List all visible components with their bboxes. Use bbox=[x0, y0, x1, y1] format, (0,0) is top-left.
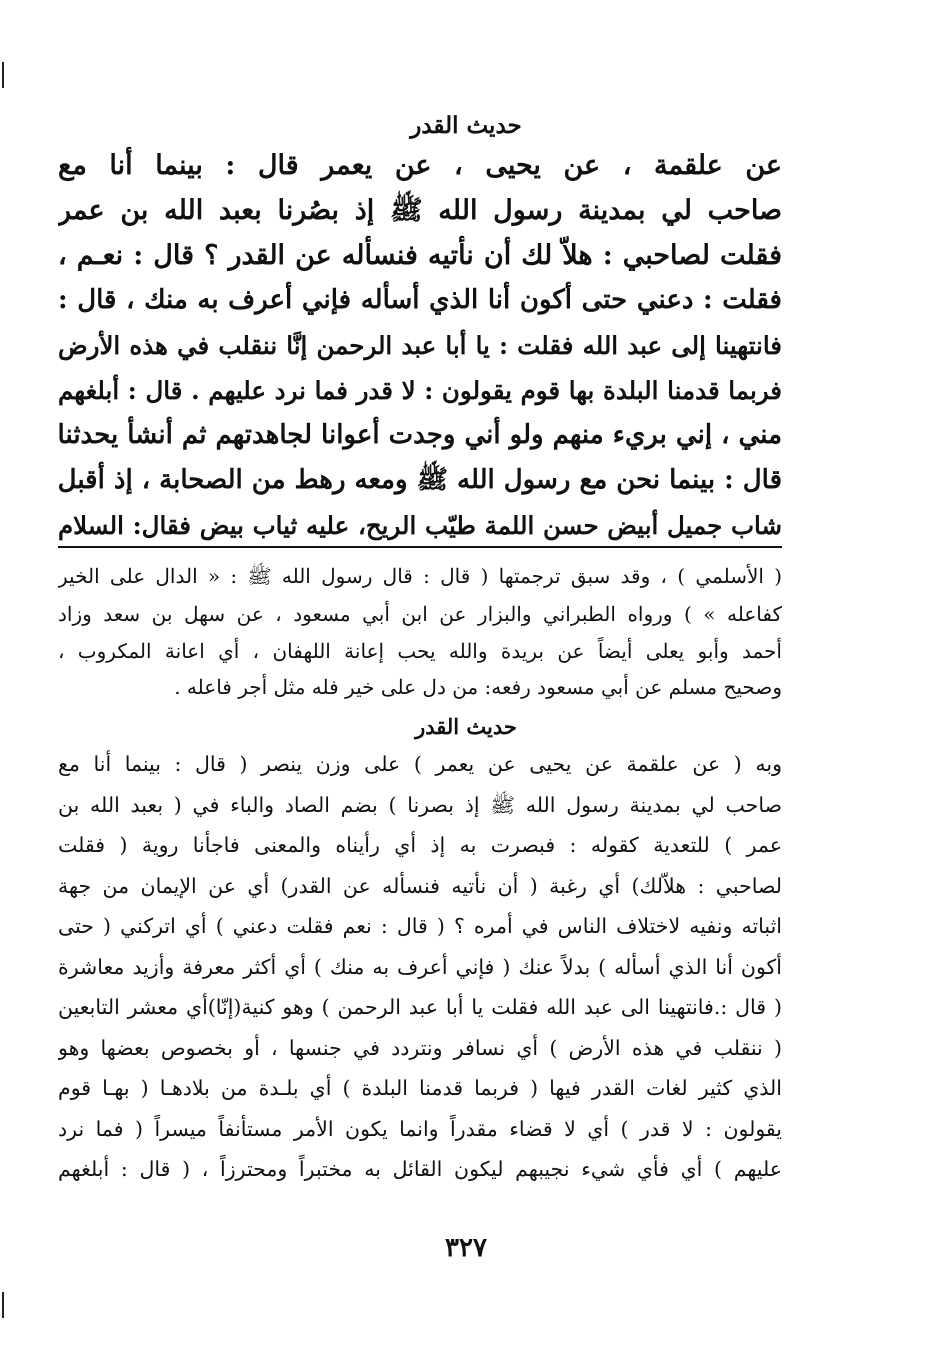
commentary-line: صاحب لي بمدينة رسول الله ﷺ إذ بصرنا ) بضم الصاد والباء في ( بعبد الله بن bbox=[58, 792, 782, 817]
main-title: حديث القدر bbox=[410, 112, 522, 139]
footnote-line: أحمد وأبو يعلى أيضاً عن بريدة والله يحب إعانة اللهفان ، أي اعانة المكروب ، bbox=[58, 639, 782, 663]
commentary-title: حديث القدر bbox=[415, 714, 517, 739]
footnote-line: وصحيح مسلم عن أبي مسعود رفعه: من دل على خير فله مثل أجر فاعله . bbox=[174, 674, 782, 699]
commentary-line: وبه ( عن علقمة عن يحيى عن يعمر ) على وزن ينصر ( قال : بينما أنا مع bbox=[58, 752, 782, 776]
commentary-line: عليهم ) أي فأي شيء نجيبهم ليكون القائل به مختبراً ومحترزاً ، ( قال : أبلغهم bbox=[58, 1157, 782, 1181]
footnote-line: كفاعله » ) ورواه الطبراني والبزار عن ابن أبي مسعود ، عن سهل بن سعد وزاد bbox=[58, 601, 782, 626]
page-number: ٣٢٧ bbox=[445, 1233, 487, 1263]
commentary-line: لصاحبي : هلاّلك) أي رغبة ( أن نأتيه فنسأله عن القدر) أي عن الإيمان من جهة bbox=[58, 873, 782, 898]
main-line: شاب جميل أبيض حسن اللمة طيّب الريح، عليه ثياب بيض فقال: السلام bbox=[58, 511, 782, 540]
main-line: فربما قدمنا البلدة بها قوم يقولون : لا قدر فما نرد عليهم . قال : أبلغهم bbox=[58, 376, 782, 405]
main-line: صاحب لي بمدينة رسول الله ﷺ إذ بصُرنا بعبد الله بن عمر bbox=[58, 195, 782, 226]
commentary-line: ( ننقلب في هذه الأرض ) أي نسافر ونتردد في جنسها ، أو بخصوص بعضها وهو bbox=[58, 1035, 782, 1060]
main-line: فانتهينا إلى عبد الله فقلت : يا أبا عبد الرحمن إنَّا ننقلب في هذه الأرض bbox=[58, 331, 782, 360]
commentary-line: أكون أنا الذي أسأله ) بدلاً عنك ( فإني أعرف به منك ) أي أكثر معرفة وأزيد معاشرة bbox=[58, 954, 782, 979]
main-line: عن علقمة ، عن يحيى ، عن يعمر قال : بينما أنا مع bbox=[58, 150, 782, 181]
footnote-text bbox=[58, 558, 782, 703]
commentary-line: الذي كثير لغات القدر فيها ( فربما قدمنا البلدة ) أي بلـدة من بلادهـا ( بهـا قوم bbox=[58, 1076, 782, 1100]
commentary-text bbox=[58, 744, 782, 1190]
main-line: فقلت : دعني حتى أكون أنا الذي أسأله فإني أعرف به منك ، قال : bbox=[58, 285, 782, 315]
footnote-line: ( الأسلمي ) ، وقد سبق ترجمتها ( قال : قال رسول الله ﷺ : « الدال على الخير bbox=[58, 564, 782, 588]
commentary-line: يقولون : لا قدر ) أي لا قضاء مقدراً وانما يكون الأمر مستأنفاً ميسراً ( فما نرد bbox=[58, 1116, 782, 1141]
commentary-line: ( قال :.فانتهينا الى عبد الله فقلت يا أبا عبد الرحمن ) وهو كنية(إنّا)أي معشر التابعين bbox=[58, 995, 782, 1019]
main-line: فقلت لصاحبي : هلاّ لك أن نأتيه فنسأله عن القدر ؟ قال : نعـم ، bbox=[58, 240, 782, 271]
commentary-line: عمر ) للتعدية كقوله : فبصرت به إذ أي رأيناه والمعنى فاجأنا روية ( فقلت bbox=[58, 833, 782, 857]
section-divider bbox=[58, 546, 782, 548]
scan-edge-mark bbox=[2, 62, 4, 88]
main-line: مني ، إني بريء منهم ولو أني وجدت أعوانا لجاهدتهم ثم أنشأ يحدثنا bbox=[58, 420, 782, 450]
commentary-line: اثباته ونفيه لاختلاف الناس في أمره ؟ ( قال : نعم فقلت دعني ) أي اتركني ( حتى bbox=[58, 914, 782, 938]
main-line: قال : بينما نحن مع رسول الله ﷺ ومعه رهط من الصحابة ، إذ أقبل bbox=[58, 465, 782, 495]
scan-edge-mark bbox=[2, 1292, 4, 1318]
main-hadith-text bbox=[58, 143, 782, 548]
